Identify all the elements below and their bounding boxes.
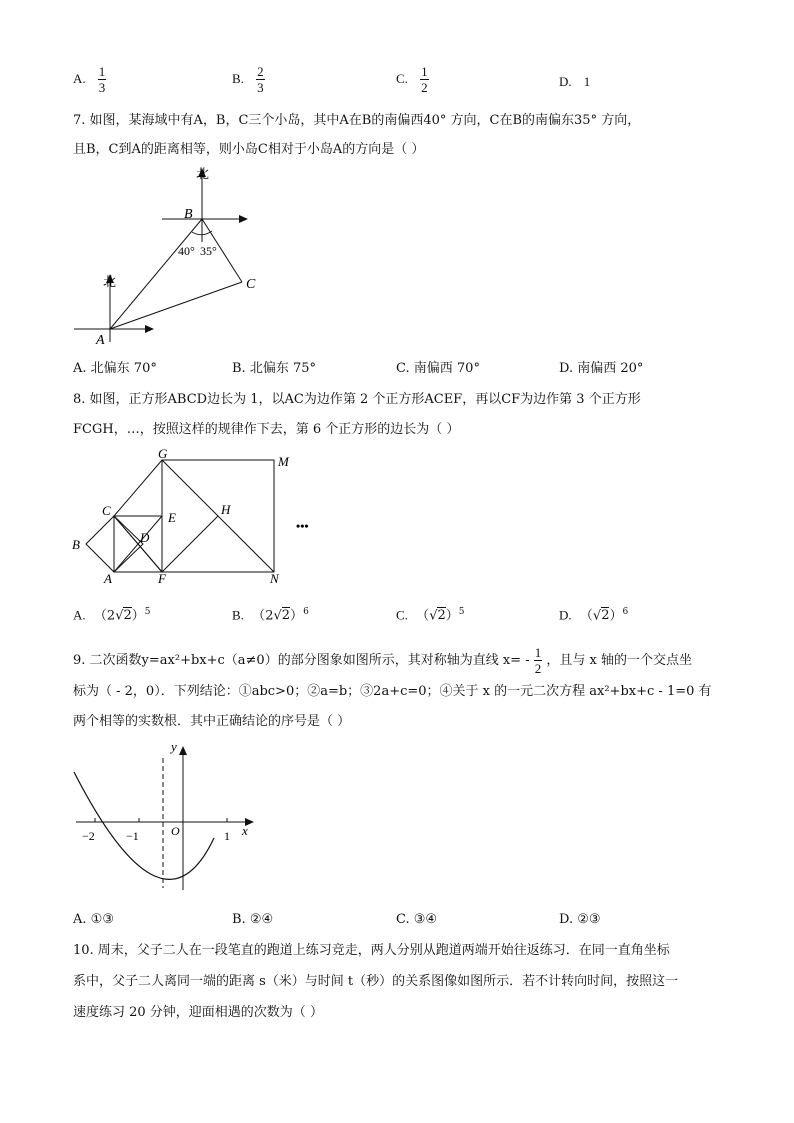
q6-option-c[interactable]: C. $\frac{1}{2}$ [396, 64, 428, 95]
q6-option-d[interactable]: D. 1 [559, 74, 591, 89]
q7-text-line2: 且B，C到A的距离相等，则小岛C相对于小岛A的方向是（ ） [73, 142, 425, 157]
label-g: G [158, 446, 168, 461]
q7-option-c[interactable]: C. 南偏西 70° [396, 361, 480, 376]
fraction: $\frac{1}{2}$ [421, 64, 428, 95]
q9-option-b[interactable]: B. ②④ [232, 912, 274, 927]
q7-option-d[interactable]: D. 南偏西 20° [559, 361, 644, 376]
q10-text-line2: 系中，父子二人离同一端的距离 s（米）与时间 t（秒）的关系图像如图所示．若不计转向时间，按照这一 [73, 974, 679, 989]
tick-label-neg2: −2 [82, 829, 95, 843]
segment-hn [218, 516, 274, 572]
label-north-a: 北 [103, 274, 117, 289]
tick-label-neg1: −1 [126, 829, 139, 843]
q8-option-c[interactable]: C. $(√2)^5$ [396, 607, 465, 624]
label-n: N [270, 571, 279, 586]
label-b: B [72, 537, 80, 552]
q9-text-line3: 两个相等的实数根．其中正确结论的序号是（ ） [73, 714, 351, 729]
label-y: y [171, 739, 177, 754]
label-angle-35: 35° [200, 244, 217, 258]
q7-figure [66, 162, 266, 352]
arrow-icon [145, 325, 154, 333]
q8-text-line2: FCGH，…，按照这样的规律作下去，第 6 个正方形的边长为（ ） [73, 422, 460, 437]
q6-option-b[interactable]: B. $\frac{2}{3}$ [232, 64, 264, 95]
tick-label-1: 1 [224, 829, 230, 843]
q10-text-line3: 速度练习 20 分钟，迎面相遇的次数为（ ） [73, 1005, 323, 1020]
q8-option-b[interactable]: B. $(2√2)^6$ [232, 607, 309, 624]
q9-figure [66, 738, 266, 898]
parabola-curve [74, 772, 214, 879]
sqrt-symbol: √ [273, 608, 282, 624]
q9-text-line2: 标为（ - 2，0）．下列结论：①abc>0；②a=b；③2a+c=0；④关于 x 的一元二次方程 ax²+bx+c - 1=0 有 [73, 684, 712, 699]
q6-option-a[interactable]: A. $\frac{1}{3}$ [73, 64, 106, 95]
q8-figure [66, 446, 336, 586]
label-x: x [242, 823, 248, 838]
sqrt-symbol: √ [592, 608, 602, 624]
q9-option-d[interactable]: D. ②③ [559, 912, 601, 927]
q8-option-d[interactable]: D. $(√2)^6$ [559, 607, 629, 624]
q10-text-line1: 10. 周末，父子二人在一段笔直的跑道上练习竞走，两人分别从跑道两端开始往返练习．在同一直角坐标 [73, 943, 670, 958]
q8-option-a[interactable]: A. $(2√2)^5$ [73, 607, 151, 624]
label-origin: O [171, 824, 180, 838]
fraction: $\frac{1}{2}$ [534, 645, 542, 676]
q7-option-a[interactable]: A. 北偏东 70° [73, 361, 157, 376]
q7-text-line1: 7. 如图，某海域中有A，B，C三个小岛，其中A在B的南偏西40° 方向，C在B的南偏东35° 方向， [73, 113, 641, 128]
label-h: H [221, 502, 231, 517]
label-angle-40: 40° [178, 244, 195, 258]
label-a: A [96, 333, 105, 348]
label-m: M [278, 454, 289, 469]
label-c: C [246, 277, 256, 292]
q9-text-line1: 9. 二次函数y=ax²+bx+c（a≠0）的部分图象如图所示，其对称轴为直线 x= - $\frac{1}{2}$ ，且与 x 轴的一个交点坐 [73, 645, 692, 676]
q7-option-b[interactable]: B. 北偏东 75° [232, 361, 317, 376]
q9-option-a[interactable]: A. ①③ [73, 912, 114, 927]
fraction: $\frac{1}{3}$ [98, 64, 106, 95]
label-b: B [184, 207, 193, 222]
label-e: E [168, 510, 176, 525]
label-d: D [140, 530, 150, 545]
arrow-icon [239, 215, 248, 223]
label-north-b: 北 [196, 166, 210, 181]
arrow-icon [179, 746, 187, 755]
ellipsis-dots: ••• [296, 519, 309, 533]
sqrt-symbol: √ [429, 608, 438, 624]
fraction: $\frac{2}{3}$ [257, 64, 264, 95]
sqrt-symbol: √ [115, 608, 124, 624]
q9-option-c[interactable]: C. ③④ [396, 912, 438, 927]
label-a: A [104, 571, 112, 586]
label-c: C [102, 503, 111, 518]
label-f: F [158, 571, 166, 586]
q8-text-line1: 8. 如图，正方形ABCD边长为 1，以AC为边作第 2 个正方形ACEF，再以CF为边作第 3 个正方形 [73, 392, 641, 407]
